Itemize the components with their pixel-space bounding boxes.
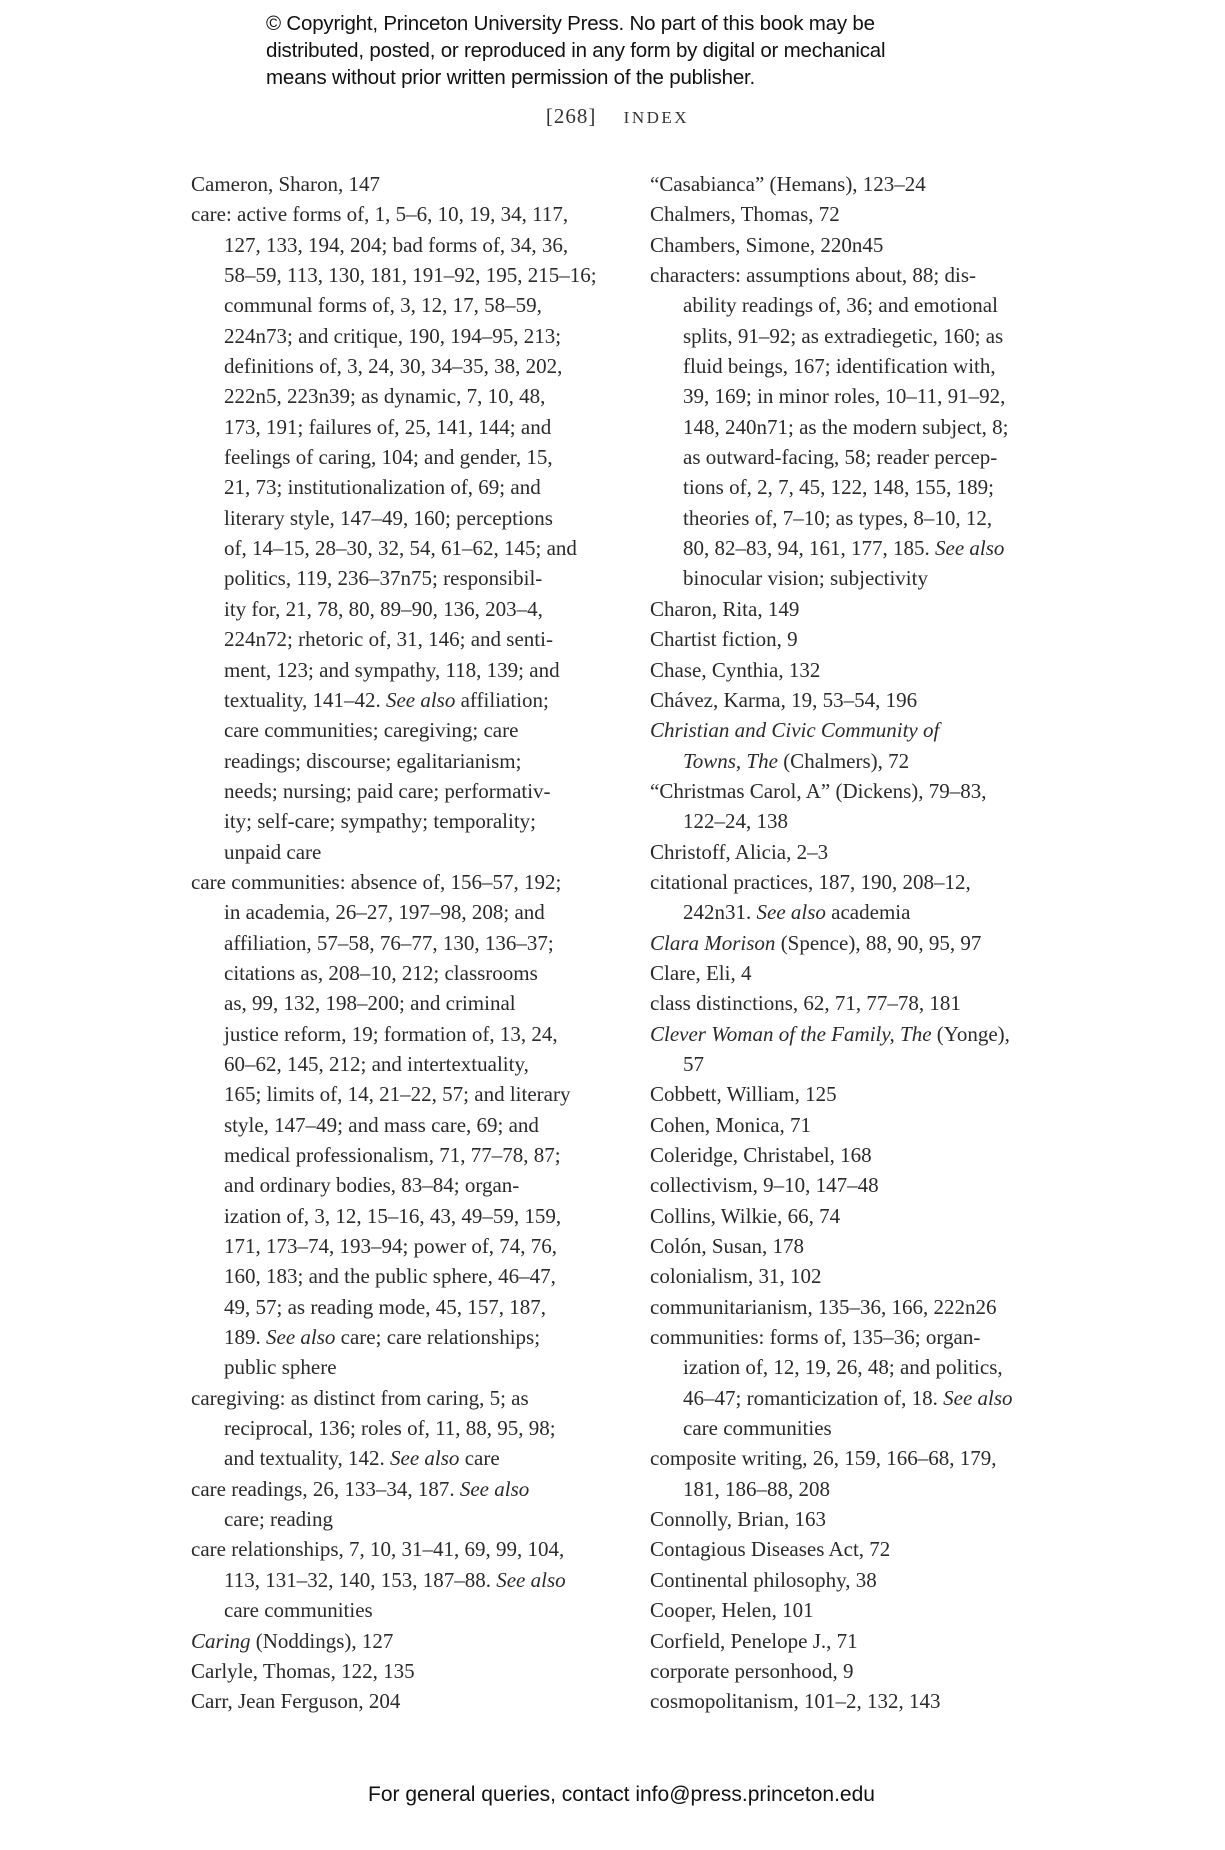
index-entry [650,1201,1013,1231]
index-entry-continuation: 127, 133, 194, 204; bad forms of, 34, 36, [224,232,569,257]
index-entry-continuation: care communities; caregiving; care [224,718,519,743]
italic-text: See also [935,536,1005,561]
italic-text: See also [390,1446,460,1471]
index-entry-continuation: readings; discourse; egalitarianism; [224,748,522,773]
index-entry-continuation: 57 [683,1051,704,1076]
index-entry-line [650,715,1013,745]
index-entry-continuation: ization of, 12, 19, 26, 48; and politics, [683,1355,1003,1380]
copyright-notice [266,10,885,91]
index-entry-line: Cameron, Sharon, 147 [191,172,380,196]
index-entry-line: Chase, Cynthia, 132 [650,657,821,682]
index-entry [191,169,597,199]
index-entry-continuation: ization of, 3, 12, 15–16, 43, 49–59, 159, [224,1203,562,1228]
index-entry [191,1474,597,1535]
index-entry-continuation: textuality, 141–42. See also affiliation; [224,687,549,712]
index-entry-continuation: 222n5, 223n39; as dynamic, 7, 10, 48, [224,384,546,409]
index-entry [650,837,1013,867]
index-entry-continuation: 21, 73; institutionalization of, 69; and [224,475,541,500]
italic-text: See also [385,687,456,712]
italic-text: See also [943,1385,1013,1410]
index-entry [650,1019,1013,1080]
index-entry [650,776,1013,837]
index-entry [650,685,1013,715]
index-entry-continuation: tions of, 2, 7, 45, 122, 148, 155, 189; [683,475,994,500]
index-entry-continuation: as outward-facing, 58; reader percep- [683,445,998,470]
running-head [0,104,1225,129]
index-entry-continuation: 122–24, 138 [683,809,788,834]
index-entry [191,1626,597,1656]
index-entry [191,1686,597,1716]
index-entry-line: Carlyle, Thomas, 122, 135 [191,1658,415,1683]
index-entry-continuation: style, 147–49; and mass care, 69; and [224,1112,539,1137]
index-entry-continuation: ity; self-care; sympathy; temporality; [224,809,536,834]
index-entry-line: “Casabianca” (Hemans), 123–24 [650,172,926,196]
index-entry-line: Contagious Diseases Act, 72 [650,1537,891,1562]
index-entry [191,1383,597,1474]
index-entry [191,867,597,1383]
index-column-right [650,169,1013,1717]
index-entry-line: corporate personhood, 9 [650,1658,854,1683]
index-entry-continuation: splits, 91–92; as extradiegetic, 160; as [683,323,1004,348]
index-entry-continuation: theories of, 7–10; as types, 8–10, 12, [683,505,993,530]
index-entry-line: care: active forms of, 1, 5–6, 10, 19, 34, 117, [191,202,569,227]
index-entry-continuation: 173, 191; failures of, 25, 141, 144; and [224,414,552,439]
index-entry-line: Chalmers, Thomas, 72 [650,202,840,227]
index-entry-line: Clare, Eli, 4 [650,960,752,985]
index-entry-continuation: ability readings of, 36; and emotional [683,293,998,318]
index-entry-line: “Christmas Carol, A” (Dickens), 79–83, [650,778,987,803]
index-entry [650,1292,1013,1322]
index-entry-continuation: citations as, 208–10, 212; classrooms [224,960,538,985]
index-entry-continuation: 224n72; rhetoric of, 31, 146; and senti- [224,627,553,652]
section-title: INDEX [623,108,690,127]
index-entry-continuation: 58–59, 113, 130, 181, 191–92, 195, 215–16; [224,263,597,288]
index-entry-continuation: 39, 169; in minor roles, 10–11, 91–92, [683,384,1006,409]
italic-text: Towns, The [683,748,778,773]
index-entry [191,1656,597,1686]
index-entry [650,1140,1013,1170]
index-entry-line: care relationships, 7, 10, 31–41, 69, 99, 104, [191,1537,565,1562]
index-entry-line: Caring (Noddings), 127 [191,1628,394,1653]
copyright-line: distributed, posted, or reproduced in any form by digital or mechanical [266,39,886,62]
index-entry [650,867,1013,928]
index-entry-line: Connolly, Brian, 163 [650,1507,826,1532]
index-entry-continuation: and ordinary bodies, 83–84; organ- [224,1173,520,1198]
index-entry [650,1565,1013,1595]
italic-text: Clara Morison [650,930,776,955]
index-entry-continuation: of, 14–15, 28–30, 32, 54, 61–62, 145; and [224,536,577,561]
index-entry [650,1626,1013,1656]
index-entry-continuation: affiliation, 57–58, 76–77, 130, 136–37; [224,930,554,955]
index-entry-line: Cobbett, William, 125 [650,1082,837,1107]
footer-contact: For general queries, contact info@press.princeton.edu [368,1783,875,1806]
index-entry-line: Charon, Rita, 149 [650,596,800,621]
index-entry-line: caregiving: as distinct from caring, 5; as [191,1385,529,1410]
index-entry-continuation: fluid beings, 167; identification with, [683,354,996,379]
index-entry-continuation: care communities [683,1416,832,1441]
italic-text: See also [756,900,826,925]
index-entry-continuation: care; reading [224,1507,334,1532]
index-entry-continuation: ment, 123; and sympathy, 118, 139; and [224,657,560,682]
index-entry-continuation: 165; limits of, 14, 21–22, 57; and literary [224,1082,571,1107]
italic-text: Caring [191,1628,251,1653]
index-entry-continuation: needs; nursing; paid care; performativ- [224,778,551,803]
index-entry [650,1534,1013,1564]
index-entry-line: care readings, 26, 133–34, 187. See also [191,1476,530,1501]
index-entry-continuation: ity for, 21, 78, 80, 89–90, 136, 203–4, [224,596,543,621]
index-entry-continuation: 181, 186–88, 208 [683,1476,830,1501]
index-entry-continuation: communal forms of, 3, 12, 17, 58–59, [224,293,542,318]
index-entry [650,988,1013,1018]
index-entry [650,928,1013,958]
italic-text: Christian and Civic Community of [650,718,940,743]
copyright-line: © Copyright, Princeton University Press. No part of this book may be [266,12,875,35]
index-entry-line: citational practices, 187, 190, 208–12, [650,869,971,894]
index-entry-continuation: 148, 240n71; as the modern subject, 8; [683,414,1009,439]
index-entry-line: Cohen, Monica, 71 [650,1112,811,1137]
index-entry-line: Corfield, Penelope J., 71 [650,1628,858,1653]
index-entry-continuation: Towns, The (Chalmers), 72 [683,748,910,773]
index-entry-line: composite writing, 26, 159, 166–68, 179, [650,1446,997,1471]
index-entry-line: collectivism, 9–10, 147–48 [650,1173,879,1198]
italic-text: See also [266,1325,336,1350]
index-entry [650,1322,1013,1443]
index-entry-continuation: and textuality, 142. See also care [224,1446,500,1471]
index-entry-continuation: 160, 183; and the public sphere, 46–47, [224,1264,556,1289]
index-entry [191,199,597,867]
index-entry [650,169,1013,199]
page-number: [268] [545,104,597,128]
index-entry-continuation: 224n73; and critique, 190, 194–95, 213; [224,323,562,348]
index-entry [650,1170,1013,1200]
index-entry-continuation: 80, 82–83, 94, 161, 177, 185. See also [683,536,1005,561]
index-entry-continuation: 189. See also care; care relationships; [224,1325,541,1350]
index-entry [650,1443,1013,1504]
index-entry-continuation: feelings of caring, 104; and gender, 15, [224,445,553,470]
index-entry-continuation: 171, 173–74, 193–94; power of, 74, 76, [224,1234,558,1259]
index-entry [650,655,1013,685]
index-entry-continuation: 242n31. See also academia [683,900,911,925]
index-entry-continuation: as, 99, 132, 198–200; and criminal [224,991,516,1016]
index-entry-continuation: medical professionalism, 71, 77–78, 87; [224,1143,561,1167]
index-entry [650,1595,1013,1625]
index-entry [650,715,1013,776]
index-entry [650,260,1013,594]
index-entry-line: Chambers, Simone, 220n45 [650,232,884,257]
index-entry-continuation: 49, 57; as reading mode, 45, 157, 187, [224,1294,546,1319]
index-entry [650,1504,1013,1534]
index-entry [650,1261,1013,1291]
index-entry-line: Continental philosophy, 38 [650,1567,877,1592]
index-entry-continuation: public sphere [224,1355,337,1380]
index-entry-continuation: 46–47; romanticization of, 18. See also [683,1385,1013,1410]
index-entry [650,230,1013,260]
index-entry [650,594,1013,624]
index-entry [191,1534,597,1625]
index-entry [650,1231,1013,1261]
index-entry-line: characters: assumptions about, 88; dis- [650,263,977,288]
index-entry-line: cosmopolitanism, 101–2, 132, 143 [650,1689,941,1714]
index-entry-line: Colón, Susan, 178 [650,1234,805,1259]
index-entry [650,1656,1013,1686]
index-entry-continuation: in academia, 26–27, 197–98, 208; and [224,900,545,925]
index-entry-continuation: care communities [224,1598,373,1623]
index-entry-line: Cooper, Helen, 101 [650,1598,814,1623]
index-entry-line: Clever Woman of the Family, The (Yonge), [650,1021,1010,1046]
index-entry-continuation: 60–62, 145, 212; and intertextuality, [224,1051,529,1076]
index-entry-line: communities: forms of, 135–36; organ- [650,1325,981,1350]
index-entry [650,958,1013,988]
italic-text: See also [459,1476,530,1501]
index-entry-line: colonialism, 31, 102 [650,1264,822,1289]
index-entry-line: Clara Morison (Spence), 88, 90, 95, 97 [650,930,982,955]
index-entry-line: Coleridge, Christabel, 168 [650,1143,872,1167]
index-entry-line: Collins, Wilkie, 66, 74 [650,1203,841,1228]
italic-text: See also [496,1567,566,1592]
index-entry-continuation: 113, 131–32, 140, 153, 187–88. See also [224,1567,566,1592]
index-entry-continuation: binocular vision; subjectivity [683,566,928,591]
index-entry-line: Christoff, Alicia, 2–3 [650,839,829,864]
index-entry-line: Chartist fiction, 9 [650,627,798,652]
index-entry [650,1686,1013,1716]
italic-text: Clever Woman of the Family, The [650,1021,932,1046]
index-entry-continuation: reciprocal, 136; roles of, 11, 88, 95, 98; [224,1416,556,1441]
index-column-left [191,169,597,1717]
index-entry-line: Carr, Jean Ferguson, 204 [191,1689,401,1714]
index-entry-continuation: definitions of, 3, 24, 30, 34–35, 38, 202, [224,354,563,379]
index-entry-continuation: politics, 119, 236–37n75; responsibil- [224,566,543,591]
index-entry-continuation: literary style, 147–49, 160; perceptions [224,505,553,530]
index-entry-line: communitarianism, 135–36, 166, 222n26 [650,1294,997,1319]
index-entry-line: care communities: absence of, 156–57, 192; [191,869,562,894]
index-entry [650,199,1013,229]
index-entry [650,624,1013,654]
index-entry [650,1079,1013,1109]
index-entry-continuation: justice reform, 19; formation of, 13, 24, [224,1021,558,1046]
index-entry-continuation: unpaid care [224,839,322,864]
index-entry [650,1110,1013,1140]
copyright-line: means without prior written permission of the publisher. [266,66,756,89]
index-entry-line: class distinctions, 62, 71, 77–78, 181 [650,991,961,1016]
index-entry-line: Chávez, Karma, 19, 53–54, 196 [650,687,918,712]
